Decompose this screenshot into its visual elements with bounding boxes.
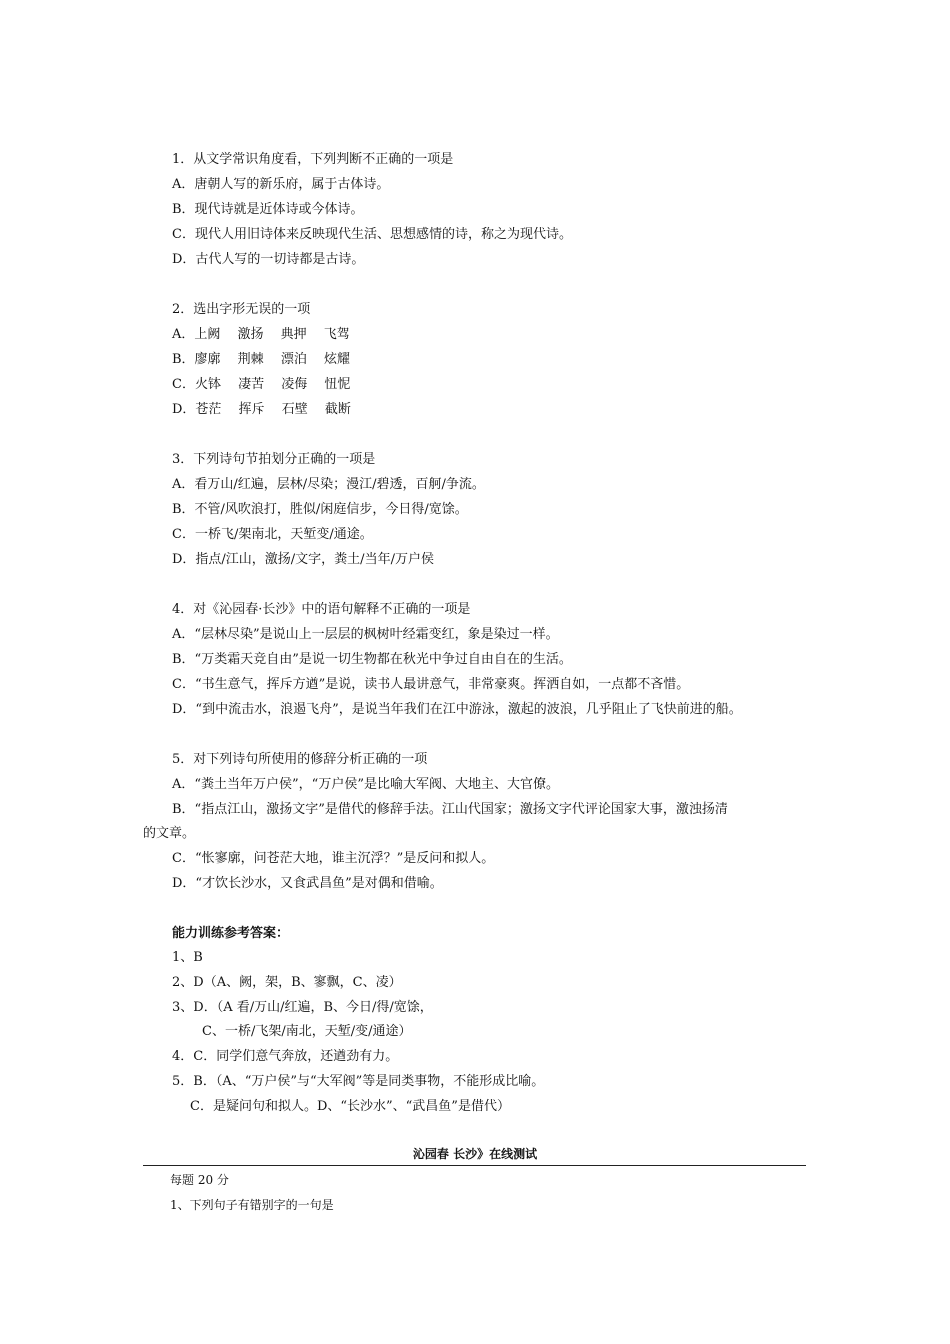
question-4-option-d: D．“到中流击水，浪遏飞舟”，是说当年我们在江中游泳，激起的波浪，几乎阻止了飞快前进的船。: [172, 702, 742, 717]
online-test-score-note: 每题 20 分: [170, 1173, 229, 1187]
question-3-option-a: A．看万山/红遍，层林/尽染；漫江/碧透，百舸/争流。: [172, 477, 485, 492]
answer-2: 2、D（A、阙，架，B、寥飘，C、凌）: [172, 975, 402, 990]
question-2-stem: 2．选出字形无误的一项: [172, 302, 311, 317]
question-2-option-b: B．廖廓 荆棘 漂泊 炫耀: [172, 352, 350, 367]
question-2-option-a: A．上阙 激扬 典押 飞驾: [172, 327, 350, 342]
answer-5: 5．B．（A、“万户侯”与“大军阀”等是同类事物，不能形成比喻。: [172, 1074, 545, 1089]
online-test-question-1: 1、下列句子有错别字的一句是: [170, 1198, 334, 1212]
answer-3: 3、D．（A 看/万山/红遍，B、今日/得/宽馀，: [172, 1000, 433, 1015]
question-2-option-d: D．苍茫 挥斥 石壁 截断: [172, 402, 351, 417]
online-test-title: 沁园春 长沙》在线测试: [412, 1147, 538, 1161]
answer-1: 1、B: [172, 950, 203, 965]
question-5-stem: 5．对下列诗句所使用的修辞分析正确的一项: [172, 752, 428, 767]
question-5-option-d: D．“才饮长沙水，又食武昌鱼”是对偶和借喻。: [172, 876, 443, 891]
question-3-option-d: D．指点/江山，激扬/文字，粪土/当年/万户侯: [172, 552, 434, 567]
answer-4: 4．C．同学们意气奔放，还遒劲有力。: [172, 1049, 399, 1064]
question-1-option-d: D．古代人写的一切诗都是古诗。: [172, 252, 365, 267]
answers-heading: 能力训练参考答案：: [172, 926, 290, 941]
answer-3-continued: C、一桥/飞架/南北，天堑/变/通途）: [202, 1024, 412, 1039]
question-5-option-b: B．“指点江山，激扬文字”是借代的修辞手法。江山代国家；激扬文字代评论国家大事，激浊扬清: [172, 802, 728, 817]
question-2-option-c: C．火钵 凄苦 凌侮 忸怩: [172, 377, 351, 392]
question-4-option-b: B．“万类霜天竞自由”是说一切生物都在秋光中争过自由自在的生活。: [172, 652, 572, 667]
question-4-stem: 4．对《沁园春·长沙》中的语句解释不正确的一项是: [172, 602, 471, 617]
answer-5-continued: C．是疑问句和拟人。D、“长沙水”、“武昌鱼”是借代）: [190, 1099, 510, 1114]
question-5-option-b-continued: 的文章。: [143, 826, 196, 841]
question-3-option-b: B．不管/风吹浪打，胜似/闲庭信步，今日得/宽馀。: [172, 502, 468, 517]
question-1-option-a: A．唐朝人写的新乐府，属于古体诗。: [172, 177, 390, 192]
question-1-stem: 1．从文学常识角度看，下列判断不正确的一项是: [172, 152, 454, 167]
question-5-option-c: C．“怅寥廓，问苍茫大地，谁主沉浮？”是反问和拟人。: [172, 851, 495, 866]
question-4-option-a: A．“层林尽染”是说山上一层层的枫树叶经霜变红，象是染过一样。: [172, 627, 559, 642]
question-5-option-a: A．“粪土当年万户侯”，“万户侯”是比喻大军阀、大地主、大官僚。: [172, 777, 559, 792]
question-3-stem: 3．下列诗句节拍划分正确的一项是: [172, 452, 376, 467]
section-divider: [143, 1165, 806, 1166]
question-3-option-c: C．一桥飞/架南北，天堑变/通途。: [172, 527, 373, 542]
question-1-option-c: C．现代人用旧诗体来反映现代生活、思想感情的诗，称之为现代诗。: [172, 227, 572, 242]
question-1-option-b: B．现代诗就是近体诗或今体诗。: [172, 202, 364, 217]
question-4-option-c: C．“书生意气，挥斥方遒”是说，读书人最讲意气，非常豪爽。挥洒自如，一点都不吝惜。: [172, 677, 690, 692]
